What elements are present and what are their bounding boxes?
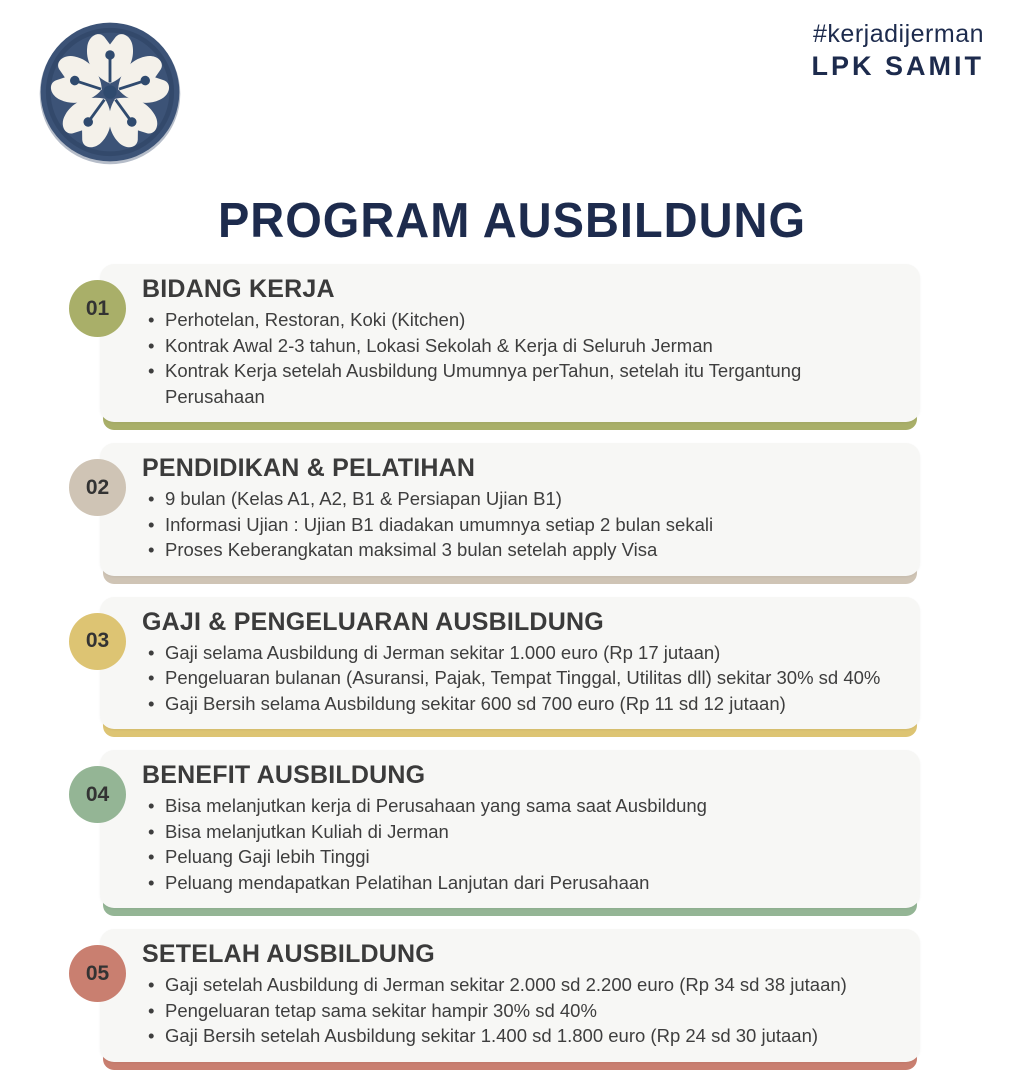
- section-number: 03: [85, 629, 110, 652]
- bullet-item: • Gaji selama Ausbildung di Jerman sekitar 1.000 euro (Rp 17 jutaan): [142, 640, 902, 666]
- bullet-list: [142, 972, 902, 1049]
- bullet-item: • Pengeluaran tetap sama sekitar hampir 30% sd 40%: [142, 998, 902, 1024]
- section-number: 05: [85, 961, 110, 985]
- bullet-item: • Peluang mendapatkan Pelatihan Lanjutan dari Perusahaan: [142, 870, 902, 896]
- bullet-item: • Kontrak Kerja setelah Ausbildung Umumnya perTahun, setelah itu Tergantung Perusahaan: [142, 358, 902, 409]
- section-number-badge: [69, 280, 126, 337]
- bullet-list: [142, 793, 902, 895]
- section-heading: BIDANG KERJA: [142, 275, 335, 303]
- section-card: [85, 443, 920, 576]
- bullet-item: • 9 bulan (Kelas A1, A2, B1 & Persiapan Ujian B1): [142, 486, 902, 512]
- section-card: [85, 597, 920, 730]
- section-number-badge: [69, 766, 126, 823]
- section-number-badge: [69, 945, 126, 1002]
- bullet-item: • Bisa melanjutkan Kuliah di Jerman: [142, 819, 902, 845]
- page-title: PROGRAM AUSBILDUNG: [217, 191, 807, 248]
- section-heading: PENDIDIKAN & PELATIHAN: [142, 454, 476, 482]
- section-number: 04: [85, 782, 110, 806]
- section-number-badge: [69, 613, 126, 670]
- accent-bar: [103, 715, 917, 737]
- section-number-badge: [69, 459, 126, 516]
- bullet-item: • Bisa melanjutkan kerja di Perusahaan yang sama saat Ausbildung: [142, 793, 902, 819]
- bullet-item: • Perhotelan, Restoran, Koki (Kitchen): [142, 307, 902, 333]
- bullet-item: • Kontrak Awal 2-3 tahun, Lokasi Sekolah & Kerja di Seluruh Jerman: [142, 333, 902, 359]
- section-heading: GAJI & PENGELUARAN AUSBILDUNG: [142, 607, 604, 636]
- bullet-item: • Peluang Gaji lebih Tinggi: [142, 844, 902, 870]
- sections-list: [85, 264, 920, 1083]
- bullet-list: [142, 640, 902, 717]
- brand-block: [812, 20, 985, 82]
- bullet-list: [142, 307, 902, 409]
- accent-bar: [103, 1048, 917, 1070]
- section-card: [85, 750, 920, 908]
- sakura-flower-icon: [34, 16, 186, 168]
- bullet-item: • Proses Keberangkatan maksimal 3 bulan setelah apply Visa: [142, 537, 902, 563]
- bullet-item: • Pengeluaran bulanan (Asuransi, Pajak, Tempat Tinggal, Utilitas dll) sekitar 30% sd 40%: [142, 665, 902, 691]
- lpk-samit-logo: [34, 16, 186, 168]
- accent-bar: [103, 562, 917, 584]
- section-card: [85, 264, 920, 422]
- section-number: 01: [85, 296, 110, 320]
- bullet-item: • Gaji Bersih setelah Ausbildung sekitar 1.400 sd 1.800 euro (Rp 24 sd 30 jutaan): [142, 1023, 902, 1049]
- accent-bar: [103, 894, 917, 916]
- hashtag-text: #kerjadijerman: [813, 20, 984, 48]
- bullet-item: • Gaji Bersih selama Ausbildung sekitar 600 sd 700 euro (Rp 11 sd 12 jutaan): [142, 691, 902, 717]
- section-number: 02: [85, 475, 110, 499]
- brand-name: LPK SAMIT: [811, 51, 984, 81]
- section-heading: SETELAH AUSBILDUNG: [142, 940, 435, 968]
- bullet-list: [142, 486, 902, 563]
- section-heading: BENEFIT AUSBILDUNG: [142, 761, 426, 789]
- bullet-item: • Informasi Ujian : Ujian B1 diadakan umumnya setiap 2 bulan sekali: [142, 512, 902, 538]
- accent-bar: [103, 408, 917, 430]
- bullet-item: • Gaji setelah Ausbildung di Jerman sekitar 2.000 sd 2.200 euro (Rp 34 sd 38 jutaan): [142, 972, 902, 998]
- section-card: [85, 929, 920, 1062]
